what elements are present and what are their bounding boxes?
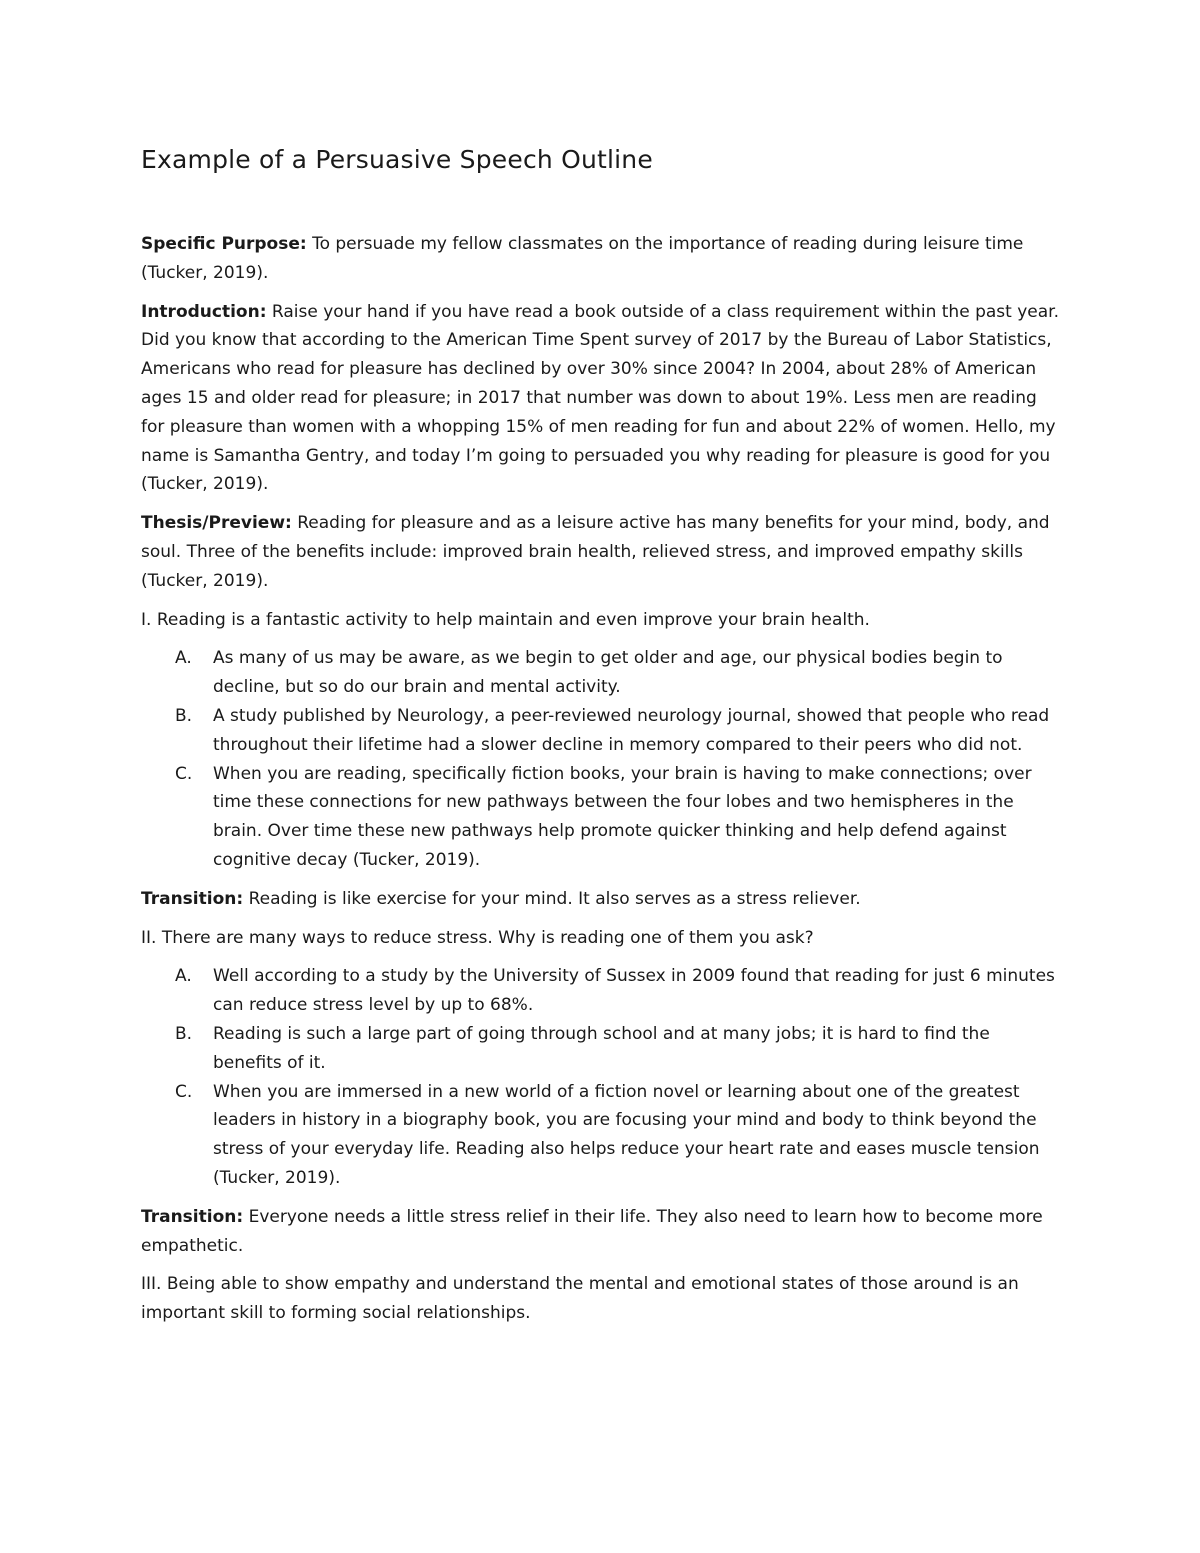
subpoint-marker: B. (175, 1023, 193, 1044)
introduction-paragraph (141, 298, 1061, 500)
thesis-label: Thesis/Preview: (141, 513, 292, 534)
transition-1-paragraph (141, 885, 1061, 914)
main-point-1-subpoints (141, 644, 1061, 874)
subpoint-text: As many of us may be aware, as we begin to get older and age, our physical bodies begin to decline, but so do our brain and mental activity. (213, 648, 1003, 698)
subpoint-marker: C. (175, 763, 193, 784)
subpoint-item (141, 1020, 1061, 1078)
main-point-3: III. Being able to show empathy and understand the mental and emotional states of those around is an important skill to forming social relationships. (141, 1274, 1019, 1324)
introduction-text: Raise your hand if you have read a book outside of a class requirement within the past year. Did you know that according to the American Time Spent survey of 2017 by the Bureau of Labor Statistics, Americans who read for pleasure has declined by over 30% since 2004? In 2004, about 28% of American ages 15 and older read for pleasure; in 2017 that number was down to about 19%. Less men are reading for pleasure than women with a whopping 15% of men reading for fun and about 22% of women. Hello, my name is Samantha Gentry, and today I’m going to persuaded you why reading for pleasure is good for you (Tucker, 2019). (141, 301, 1059, 495)
subpoint-text: When you are immersed in a new world of a fiction novel or learning about one of the greatest leaders in history in a biography book, you are focusing your mind and body to think beyond the stress of your everyday life. Reading also helps reduce your heart rate and eases muscle tension (Tucker, 2019). (213, 1081, 1040, 1188)
subpoint-item (141, 644, 1061, 702)
main-point-1: I. Reading is a fantastic activity to help maintain and even improve your brain health. (141, 609, 870, 630)
subpoint-item (141, 702, 1061, 760)
subpoint-text: When you are reading, specifically fiction books, your brain is having to make connections; over time these connections for new pathways between the four lobes and two hemispheres in the brain. Over time these new pathways help promote quicker thinking and help defend against cognitive decay (Tucker, 2019). (213, 763, 1032, 870)
document-title: Example of a Persuasive Speech Outline (141, 145, 653, 174)
subpoint-marker: B. (175, 705, 193, 726)
transition-2-paragraph (141, 1203, 1061, 1261)
introduction-label: Introduction: (141, 301, 267, 322)
subpoint-marker: C. (175, 1081, 193, 1102)
subpoint-marker: A. (175, 648, 192, 669)
subpoint-item (141, 760, 1061, 875)
transition-1-label: Transition: (141, 888, 244, 909)
subpoint-item (141, 1078, 1061, 1193)
transition-2-label: Transition: (141, 1206, 244, 1227)
thesis-paragraph (141, 509, 1061, 595)
specific-purpose-paragraph (141, 230, 1061, 288)
main-point-2: II. There are many ways to reduce stress. Why is reading one of them you ask? (141, 927, 814, 948)
document-content (141, 140, 1061, 1338)
transition-2-text: Everyone needs a little stress relief in their life. They also need to learn how to become more empathetic. (141, 1206, 1043, 1256)
specific-purpose-text: To persuade my fellow classmates on the importance of reading during leisure time (Tucker, 2019). (141, 234, 1024, 283)
subpoint-item (141, 962, 1061, 1020)
transition-1-text: Reading is like exercise for your mind. It also serves as a stress reliever. (243, 888, 861, 909)
specific-purpose-label: Specific Purpose: (141, 234, 307, 254)
subpoint-marker: A. (175, 966, 192, 987)
main-point-2-subpoints (141, 962, 1061, 1192)
subpoint-text: Reading is such a large part of going through school and at many jobs; it is hard to find the benefits of it. (213, 1023, 990, 1073)
subpoint-text: Well according to a study by the University of Sussex in 2009 found that reading for just 6 minutes can reduce stress level by up to 68%. (213, 966, 1055, 1016)
subpoint-text: A study published by Neurology, a peer-reviewed neurology journal, showed that people who read throughout their lifetime had a slower decline in memory compared to their peers who did not. (213, 705, 1050, 755)
thesis-text: Reading for pleasure and as a leisure active has many benefits for your mind, body, and soul. Three of the benefits include: improved brain health, relieved stress, and improved empathy skills (Tucker, 2019). (141, 513, 1050, 591)
